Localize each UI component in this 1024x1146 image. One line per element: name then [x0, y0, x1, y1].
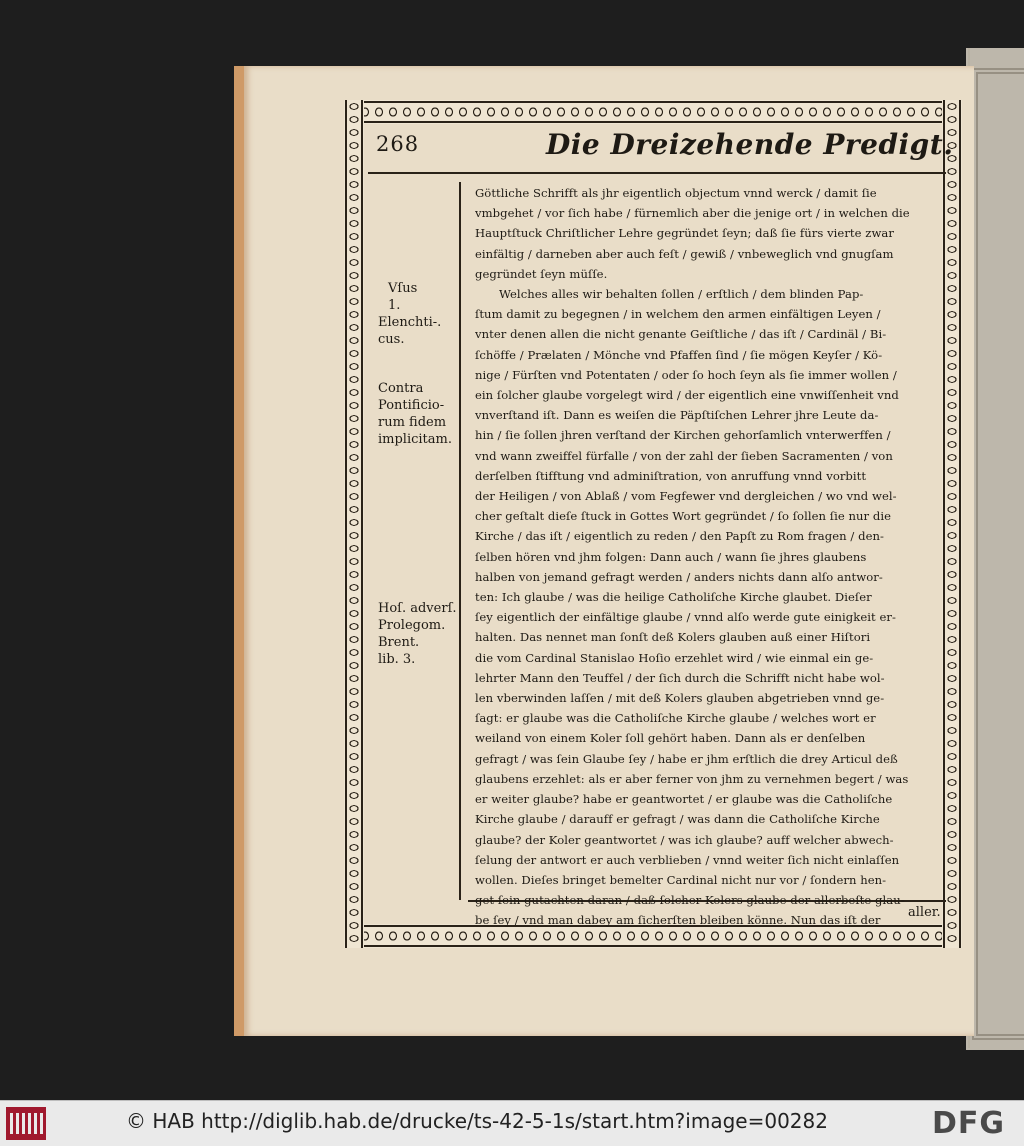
text-line: ſey eigentlich der einfältige glaube / vnnd alſo werde gute einigkeit er-	[475, 610, 896, 625]
text-line: halten. Das nennet man ſonſt deß Kolers glauben auß einer Hiſtori	[475, 630, 871, 645]
margin-note-line: Hoſ. adverſ.	[378, 601, 457, 616]
text-line: Welches alles wir behalten ſollen / erſtlich / dem blinden Pap-	[499, 287, 864, 302]
text-line: Kirche glaube / darauff er gefragt / was dann die Catholiſche Kirche	[475, 812, 880, 827]
margin-note-line: cus.	[378, 332, 405, 347]
footer-bar	[0, 1100, 1024, 1146]
margin-note-line: 1.	[388, 298, 401, 313]
text-line: gefragt / was ſein Glaube ſey / habe er jhm erſtlich die drey Articul deß	[475, 751, 898, 766]
copyright-link[interactable]: © HAB http://diglib.hab.de/drucke/ts-42-5-1s/start.htm?image=00282	[126, 1109, 828, 1133]
text-line: ſelben hören vnd jhm folgen: Dann auch / wann ſie jhres glaubens	[475, 549, 867, 564]
text-line: einfältig / darneben aber auch feſt / gewiß / vnbeweglich vnd gnugſam	[475, 246, 894, 261]
text-line: glaube? der Koler geantwortet / was ich glaube? auff welcher abwech-	[475, 832, 894, 847]
text-line: ten: Ich glaube / was die heilige Catholiſche Kirche glaubet. Dieſer	[475, 590, 872, 605]
running-title: Die Dreizehende Predigt.	[546, 128, 954, 161]
margin-note-usus	[378, 280, 462, 348]
text-line: vnverſtand iſt. Dann es weiſen die Päpſtiſchen Lehrer jhre Leute da-	[475, 408, 879, 423]
margin-note-line: Brent.	[378, 635, 420, 650]
text-line: cher geſtalt dieſe ſtuck in Gottes Wort gegründet / ſo ſollen ſie nur die	[475, 509, 892, 524]
margin-note-line: Prolegom.	[378, 618, 446, 633]
text-line: nige / Fürſten vnd Potentaten / oder ſo hoch ſeyn als ſie immer wollen /	[475, 367, 897, 382]
text-line: ein ſolcher glaube vorgelegt wird / der eigentlich eine vnwiſſenheit vnd	[475, 388, 899, 403]
header-rule	[368, 172, 946, 174]
text-line: ſelung der antwort er auch verblieben / vnnd weiter ſich nicht einlaſſen	[475, 852, 900, 867]
adjacent-page-edge	[966, 48, 1024, 1050]
text-line: gegründet ſeyn müſſe.	[475, 266, 608, 281]
text-line: ſchöffe / Prælaten / Mönche vnd Pfaffen ſind / ſie mögen Keyſer / Kö-	[475, 347, 883, 362]
margin-note-line: Elenchti-.	[378, 315, 442, 330]
page-number: 268	[376, 132, 420, 156]
dfg-logo: DFG	[932, 1106, 1006, 1141]
text-line: die vom Cardinal Stanislao Hoſio erzehlet wird / wie einmal ein ge-	[475, 650, 874, 665]
margin-note-contra	[378, 380, 462, 448]
text-line: ſagt: er glaube was die Catholiſche Kirche glaube / welches wort er	[475, 711, 876, 726]
text-line: glaubens erzehlet: als er aber ferner von jhm zu vernehmen begert / was	[475, 771, 909, 786]
catchword: aller.	[908, 905, 941, 920]
margin-note-hosius	[378, 600, 462, 668]
text-line: weiland von einem Koler ſoll gehört haben. Dann als er denſelben	[475, 731, 866, 746]
margin-note-line: Pontificio-	[378, 398, 445, 413]
text-line: vmbgehet / vor ſich habe / fürnemlich aber die jenige ort / in welchen die	[475, 206, 910, 221]
text-line: wollen. Dieſes bringet bemelter Cardinal nicht nur vor / ſondern hen-	[475, 872, 887, 887]
ornament-band-right	[942, 100, 962, 948]
text-line: hin / ſie ſollen jhren verſtand der Kirchen gehorſamlich vnterwerffen /	[475, 428, 891, 443]
text-line: lehrter Mann den Teuffel / der ſich durch die Schrifft nicht habe wol-	[475, 670, 885, 685]
text-line: der Heiligen / von Ablaß / vom Fegfewer vnd dergleichen / wo vnd wel-	[475, 489, 897, 504]
text-line: be ſey / vnd man dabey am ſicherſten bleiben könne. Nun das iſt der	[475, 913, 881, 928]
text-line: Göttliche Schrifft als jhr eigentlich objectum vnnd werck / damit ſie	[475, 186, 877, 200]
text-line: Kirche / das iſt / eigentlich zu reden / den Papſt zu Rom fragen / den-	[475, 529, 884, 544]
text-line: halben von jemand gefragt werden / anders nichts dann alſo antwor-	[475, 569, 883, 584]
margin-note-line: rum fidem	[378, 415, 447, 430]
text-line: ſtum damit zu begegnen / in welchem den armen einfältigen Leyen /	[475, 307, 881, 322]
text-line: Hauptſtuck Chriſtlicher Lehre gegründet ſeyn; daß ſie fürs vierte zwar	[475, 226, 894, 241]
ornament-band-left	[344, 100, 364, 948]
margin-note-line: implicitam.	[378, 432, 452, 447]
text-line: er weiter glaube? habe er geantwortet / er glaube was die Catholiſche	[475, 792, 893, 807]
text-line: derſelben ſtifftung vnd adminiſtration, von anruffung vnnd vorbitt	[475, 468, 867, 483]
text-line: len vberwinden laſſen / mit deß Kolers glauben abgetrieben vnnd ge-	[475, 691, 885, 706]
hab-logo-icon	[6, 1107, 46, 1140]
margin-note-line: Contra	[378, 381, 424, 396]
body-text	[475, 183, 945, 931]
margin-note-line: Vſus	[388, 281, 418, 296]
margin-note-line: lib. 3.	[378, 652, 416, 667]
ornament-band-top	[344, 100, 962, 124]
text-line: vnter denen allen die nicht genante Geiſtliche / das iſt / Cardinäl / Bi-	[475, 327, 887, 342]
text-line: vnd wann zweiffel fürfalle / von der zahl der ſieben Sacramenten / von	[475, 448, 893, 463]
text-line: get ſein gutachten daran / daß ſolcher Kolers glaube der allerbeſte glau-	[475, 893, 905, 908]
